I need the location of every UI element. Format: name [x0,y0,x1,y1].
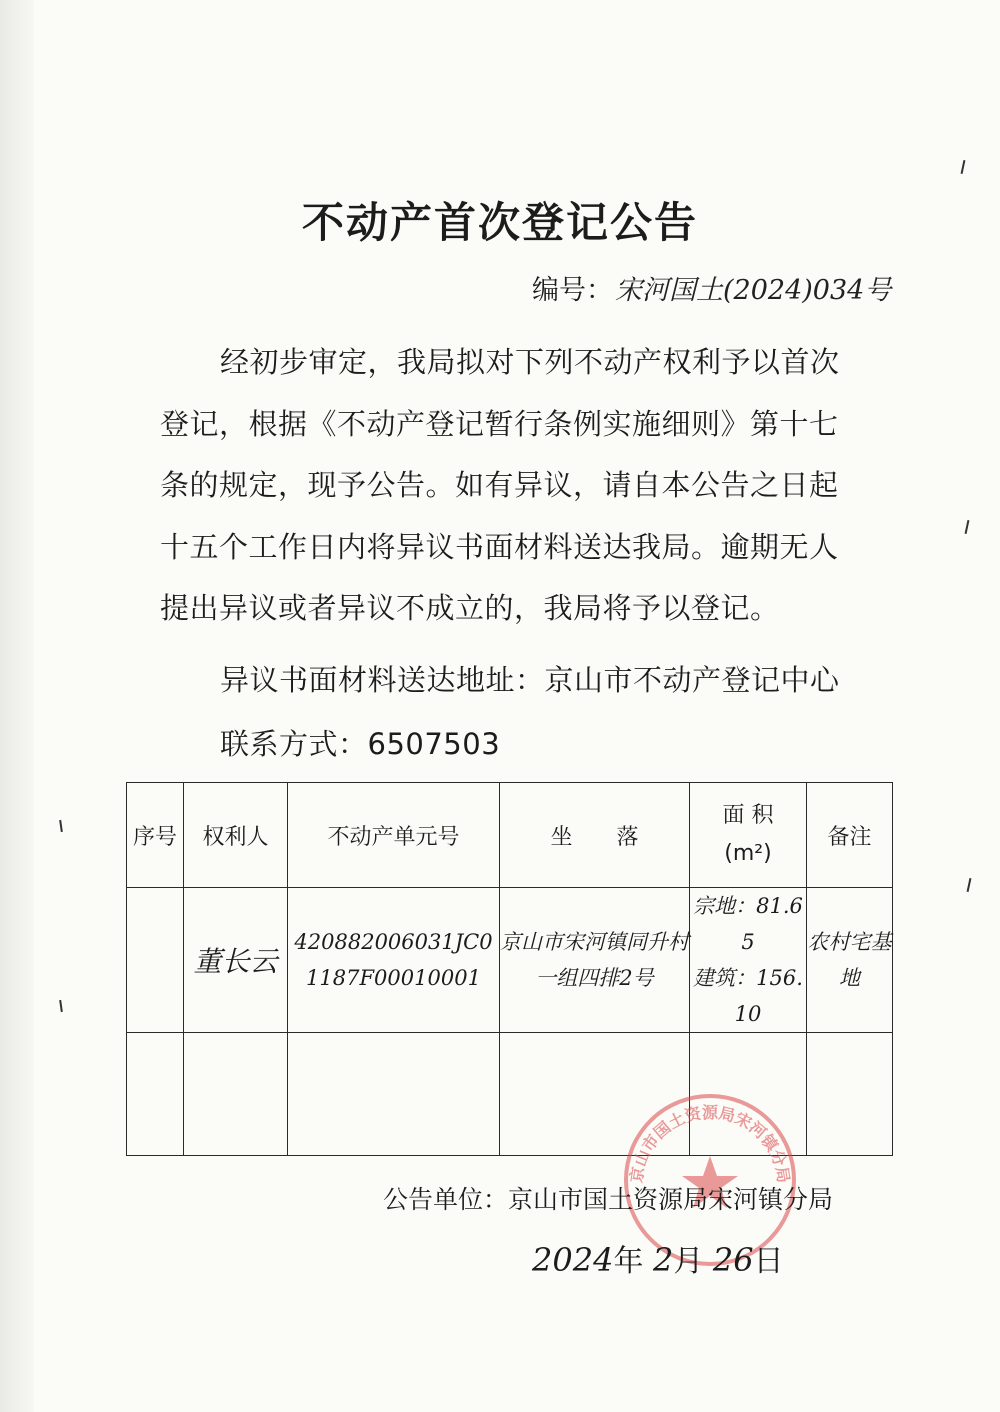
cell-area-land: 宗地：81.65 [693,894,803,954]
header-unit-no: 不动产单元号 [288,783,500,888]
cell-area [690,888,807,1033]
contact-info: 联系方式：6507503 [220,727,501,761]
header-holder: 权利人 [184,783,288,888]
cell-remark: 农村宅基地 [807,888,893,1033]
table-header-row [127,783,893,888]
objection-address: 异议书面材料送达地址：京山市不动产登记中心 [220,663,840,697]
header-area [690,783,807,888]
date-day: 26 [712,1241,754,1279]
cell-seq [127,1033,184,1156]
date-year-unit: 年 [613,1244,644,1279]
table-row [127,888,893,1033]
scan-mark [961,160,966,174]
document-title: 不动产首次登记公告 [301,198,698,247]
notice-body: 经初步审定，我局拟对下列不动产权利予以首次登记，根据《不动产登记暂行条例实施细则》第十七条的规定，现予公告。如有异议，请自本公告之日起十五个工作日内将异议书面材料送达我局。逾期无人提出异议或者异议不成立的，我局将予以登记。 [160,345,840,625]
scan-mark [59,820,63,832]
date-month-unit: 月 [673,1244,704,1279]
date-month: 2 [652,1241,674,1279]
document-number-label: 编号： [532,275,613,306]
cell-remark [807,1033,893,1156]
date-day-unit: 日 [753,1244,784,1279]
scan-mark [967,878,972,892]
cell-seq [127,888,184,1033]
date-year: 2024 [532,1241,614,1279]
cell-holder: 董长云 [184,888,288,1033]
header-seq: 序号 [127,783,184,888]
header-remark: 备注 [807,783,893,888]
cell-unit-no [288,1033,500,1156]
cell-unit-no: 420882006031JC01187F00010001 [288,888,500,1033]
document-number [532,268,891,307]
header-location: 坐 落 [500,783,690,888]
cell-area-building: 建筑：156.10 [693,966,803,1026]
seal-text: 京山市国土资源局宋河镇分局 [626,1103,794,1185]
document-number-value: 宋河国土(2024)034号 [615,275,892,306]
cell-holder [184,1033,288,1156]
header-area-label: 面 积 [722,803,774,828]
cell-location: 京山市宋河镇同升村一组四排2号 [500,888,690,1033]
scan-mark [59,1000,63,1012]
issuing-unit: 公告单位：京山市国土资源局宋河镇分局 [383,1185,834,1214]
header-area-unit: (m²) [724,841,772,866]
issue-date [532,1236,784,1280]
scan-mark [965,520,970,534]
